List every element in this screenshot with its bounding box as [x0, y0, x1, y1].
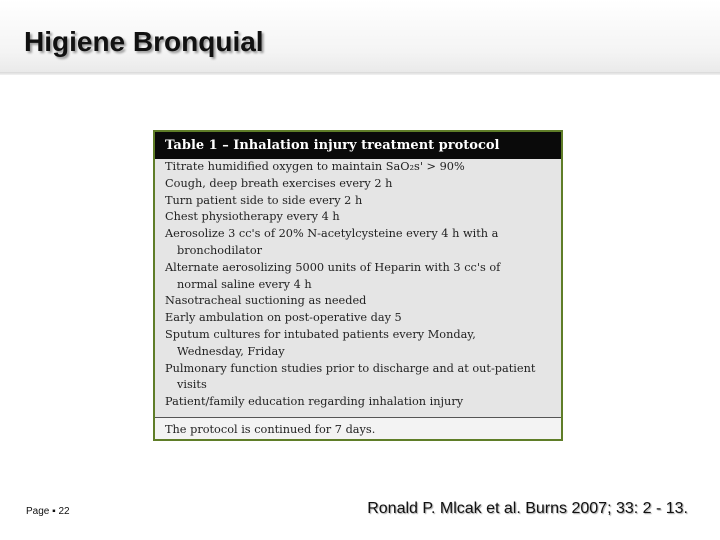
row-text: Aerosolize 3 cc's of 20% N-acetylcysteine every 4 h with a [165, 227, 499, 241]
table-row [165, 176, 555, 193]
table-row [165, 310, 555, 327]
row-text: Patient/family education regarding inhalation injury [165, 395, 464, 409]
page-number: Page ▪ 22 [26, 506, 70, 517]
table-row [165, 159, 555, 176]
table-row [165, 361, 555, 395]
table-row [165, 226, 555, 260]
row-text-continued: visits [177, 378, 207, 392]
row-text-continued: Wednesday, Friday [177, 344, 285, 358]
row-text: Alternate aerosolizing 5000 units of Heparin with 3 cc's of [165, 260, 501, 274]
row-text: Titrate humidified oxygen to maintain SaO₂s' > 90% [165, 160, 465, 173]
row-text: Pulmonary function studies prior to discharge and at out-patient [165, 361, 536, 375]
row-text: Nasotracheal suctioning as needed [165, 294, 367, 308]
table-row [165, 209, 555, 226]
slide-title: Higiene Bronquial [24, 26, 264, 57]
citation: Ronald P. Mlcak et al. Burns 2007; 33: 2 - 13. [367, 500, 688, 517]
row-text-continued: normal saline every 4 h [177, 277, 312, 291]
row-text: Chest physiotherapy every 4 h [165, 210, 340, 224]
table-row [165, 193, 555, 210]
row-text: Sputum cultures for intubated patients every Monday, [165, 327, 476, 341]
row-text: Cough, deep breath exercises every 2 h [165, 176, 393, 190]
row-text: Early ambulation on post-operative day 5 [165, 311, 402, 325]
row-text: Turn patient side to side every 2 h [165, 193, 363, 207]
table-body [165, 159, 555, 411]
header-divider [0, 72, 720, 75]
table-row [165, 394, 555, 411]
treatment-protocol-table [153, 130, 563, 441]
table-row [165, 293, 555, 310]
table-row [165, 260, 555, 294]
table-title: Table 1 – Inhalation injury treatment protocol [155, 132, 561, 159]
table-row [165, 327, 555, 361]
row-text-continued: bronchodilator [177, 243, 263, 257]
table-footer: The protocol is continued for 7 days. [155, 418, 561, 439]
